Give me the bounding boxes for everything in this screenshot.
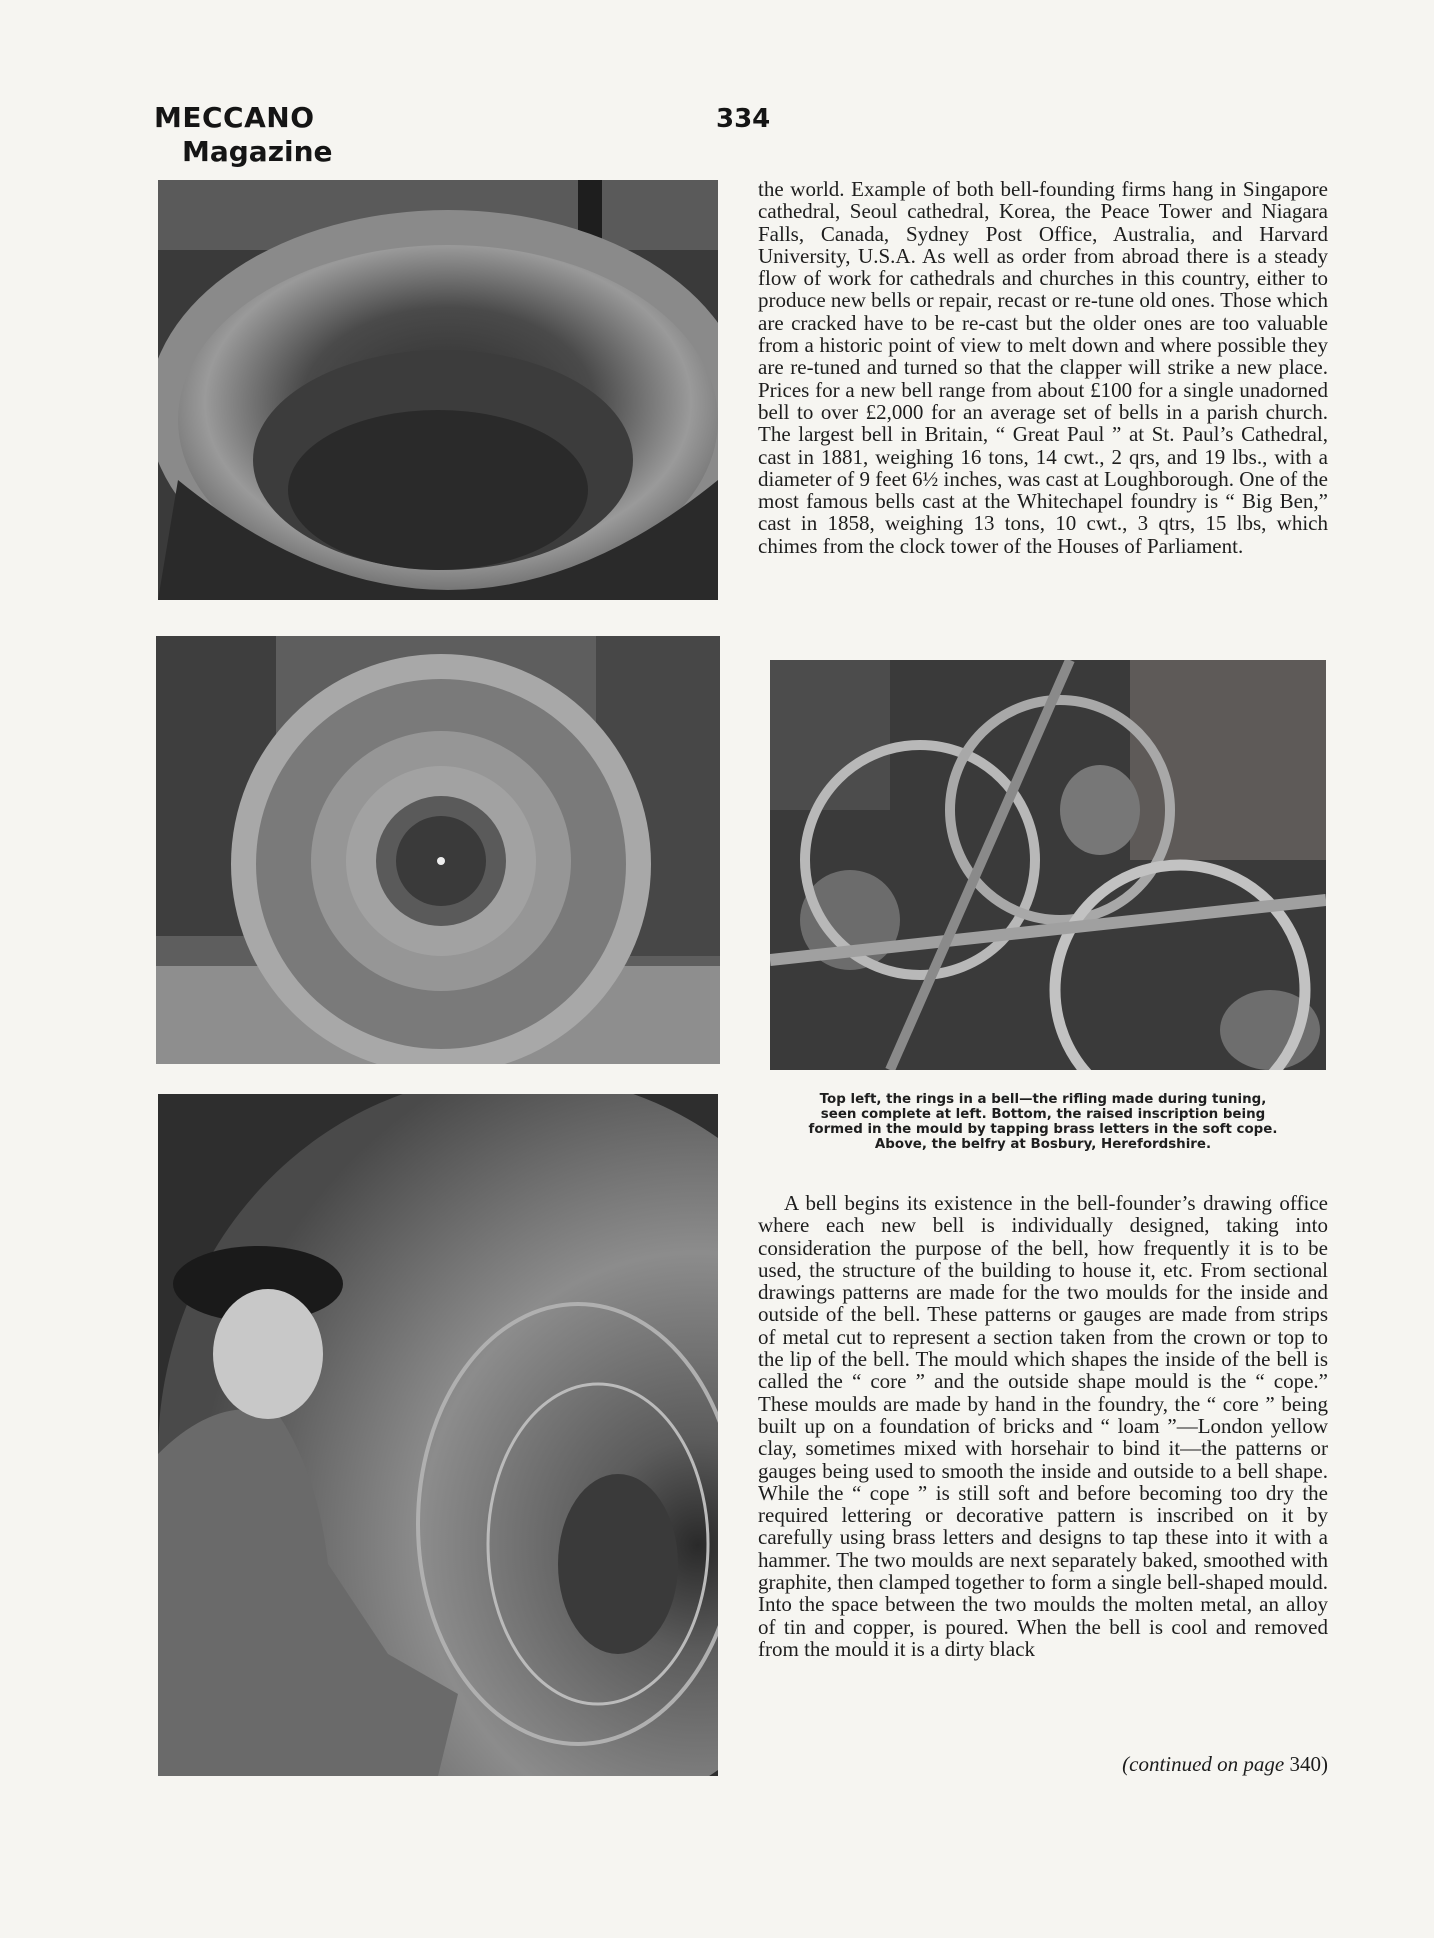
caption-line: Top left, the rings in a bell—the rifling made during tuning, <box>819 1092 1267 1107</box>
masthead-title: MECCANO <box>154 101 315 134</box>
caption-line: formed in the mould by tapping brass letters in the soft cope. <box>808 1122 1278 1137</box>
page-number: 334 <box>716 104 771 134</box>
continued-page: 340) <box>1289 1752 1328 1776</box>
photo-belfry <box>770 660 1326 1070</box>
body-paragraph-2: A bell begins its existence in the bell-founder’s drawing office where each new bell is individually designed, taking into consideration the purpose of the bell, how frequently it is to be used, the structure of the building to house it, etc. From sectional drawings patterns are made for the two moulds for the inside and outside of the bell. These patterns or gauges are made from strips of metal cut to represent a section taken from the crown or top to the lip of the bell. The mould which shapes the inside of the bell is called the “ core ” and the outside shape mould is the “ cope.” These moulds are made by hand in the foundry, the “ core ” being built up on a foundation of bricks and “ loam ”—London yellow clay, sometimes mixed with horsehair to bind it—the patterns or gauges being used to smooth the inside and outside to a bell shape. While the “ cope ” is still soft and before becoming too dry the required lettering or decorative pattern is inscribed on it by carefully using brass letters and designs to tap these into it with a hammer. The two moulds are next separately baked, smoothed with graphite, then clamped together to form a single bell-shaped mould. Into the space between the two moulds the molten metal, an alloy of tin and copper, is poured. When the bell is cool and removed from the mould it is a dirty black <box>758 1191 1328 1661</box>
photo-mould-inscription <box>158 1094 718 1776</box>
continued-prefix: (continued on page <box>1122 1752 1285 1776</box>
photo-bell-mouth <box>156 636 720 1064</box>
caption-line: Above, the belfry at Bosbury, Herefordshire. <box>874 1137 1212 1152</box>
continued-note <box>758 1752 1328 1777</box>
photo-bell-interior <box>158 180 718 600</box>
photo-caption <box>754 1092 1332 1152</box>
masthead <box>154 101 333 168</box>
caption-line: seen complete at left. Bottom, the raised inscription being <box>820 1107 1266 1122</box>
body-paragraph-1: the world. Example of both bell-founding firms hang in Singapore cathedral, Seoul cathedral, Korea, the Peace Tower and Niagara Falls, Canada, Sydney Post Office, Australia, and Harvard University, U.S.A. As well as order from abroad there is a steady flow of work for cathedrals and churches in this country, either to produce new bells or repair, recast or re-tune old ones. Those which are cracked have to be re-cast but the older ones are too valuable from a historic point of view to melt down and where possible they are re-tuned and turned so that the clapper will strike a new place. Prices for a new bell range from about £100 for a single unadorned bell to over £2,000 for an average set of bells in a parish church. The largest bell in Britain, “ Great Paul ” at St. Paul’s Cathedral, cast in 1881, weighing 16 tons, 14 cwt., 2 qrs, and 19 lbs., with a diameter of 9 feet 6½ inches, was cast at Loughborough. One of the most famous bells cast at the Whitechapel foundry is “ Big Ben,” cast in 1858, weighing 13 tons, 10 cwt., 3 qtrs, 15 lbs, which chimes from the clock tower of the Houses of Parliament. <box>758 177 1328 558</box>
masthead-subtitle: Magazine <box>182 135 333 168</box>
